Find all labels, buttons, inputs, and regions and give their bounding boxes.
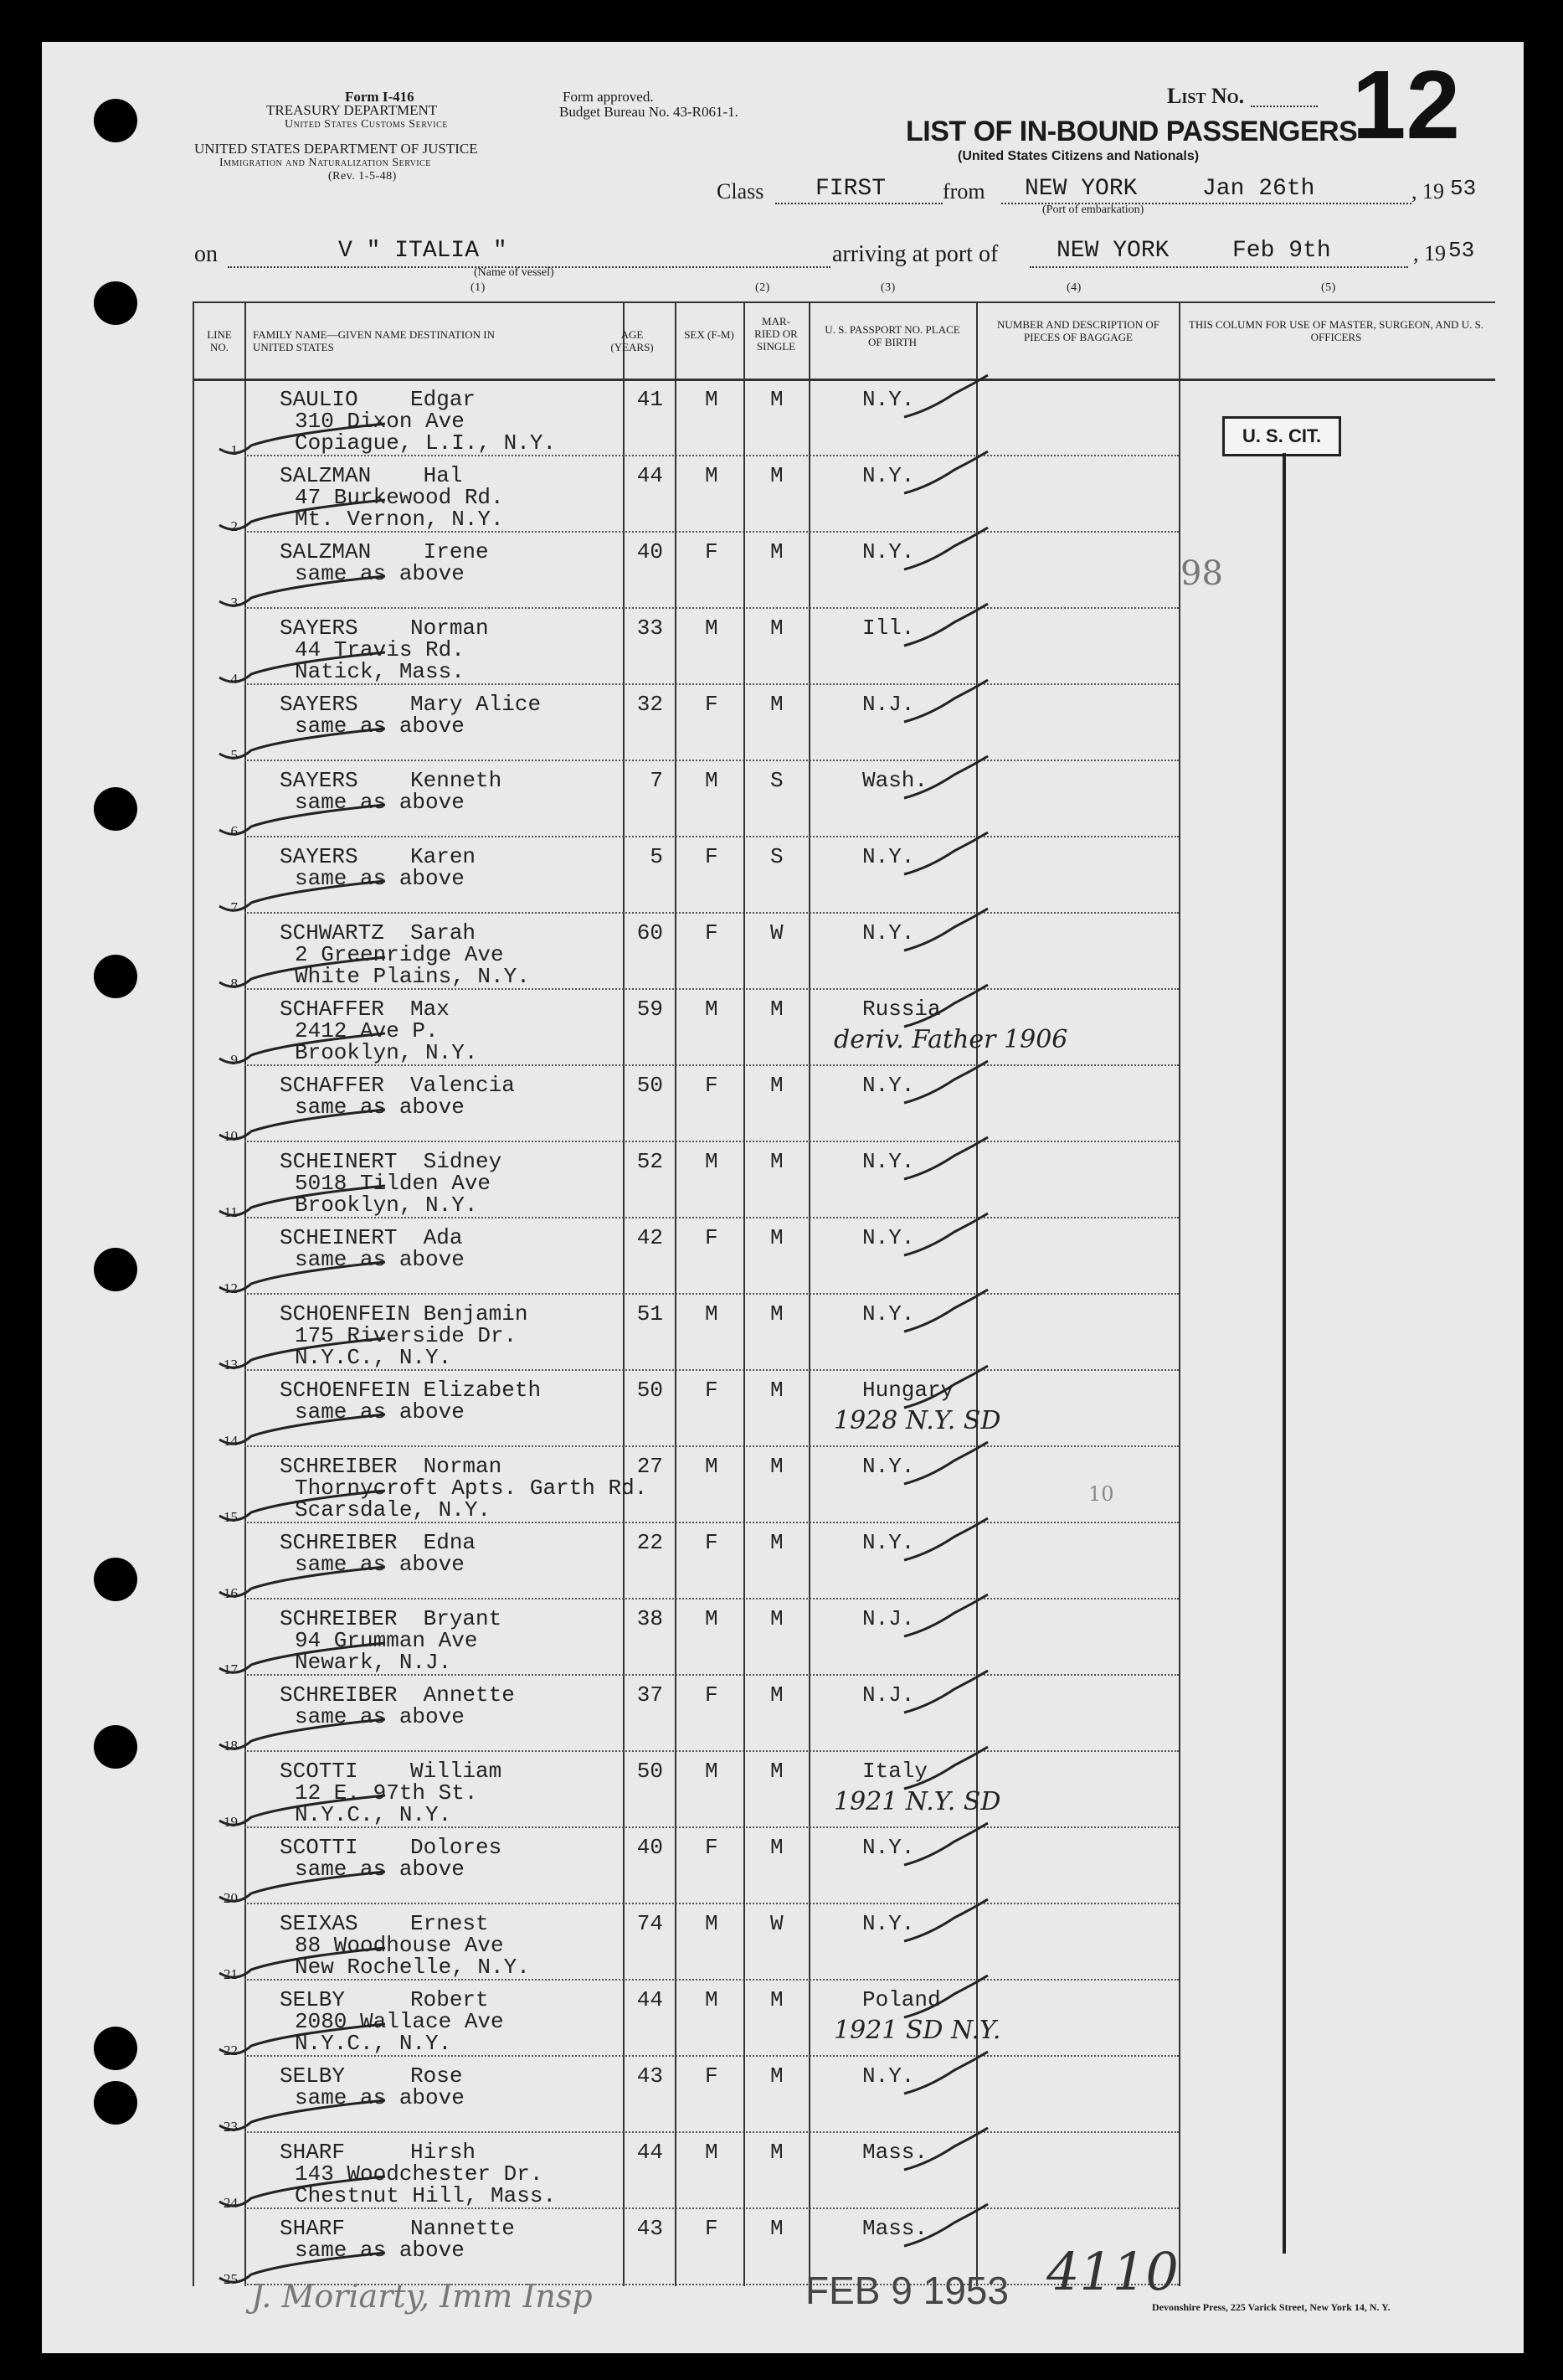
- passenger-sex: F: [705, 2063, 718, 2089]
- marital-status: M: [770, 997, 784, 1022]
- marital-status: S: [770, 768, 784, 793]
- passenger-name: SCHAFFER Valencia: [280, 1073, 515, 1098]
- line-number: 9: [230, 1052, 238, 1068]
- header-sex: SEX (F-M): [684, 328, 734, 341]
- line-number: 2: [230, 518, 238, 534]
- naturalization-note: 1921 N.Y. SD: [834, 1787, 1001, 1816]
- list-no-rule: [1251, 106, 1318, 107]
- passenger-age: 59: [636, 997, 663, 1022]
- passenger-name: SCHEINERT Ada: [280, 1225, 463, 1250]
- passenger-address: 175 Riverside Dr.: [295, 1323, 517, 1348]
- marital-status: M: [770, 463, 784, 488]
- arrival-date: Feb 9th: [1232, 238, 1331, 264]
- place-of-birth: N.J.: [862, 692, 915, 717]
- passenger-address: 310 Dixon Ave: [295, 409, 465, 434]
- passenger-address: same as above: [295, 1247, 465, 1272]
- passenger-age: 52: [636, 1149, 663, 1174]
- passenger-address: same as above: [295, 2085, 465, 2110]
- passenger-name: SAYERS Norman: [280, 616, 489, 641]
- passenger-age: 43: [636, 2063, 663, 2089]
- passenger-name: SAULIO Edgar: [280, 387, 476, 412]
- passenger-age: 44: [636, 463, 663, 488]
- punch-hole: [94, 1248, 137, 1291]
- marital-status: M: [770, 539, 784, 564]
- col-num-3: (3): [881, 281, 896, 294]
- place-of-birth: N.Y.: [862, 1225, 915, 1250]
- place-of-birth: Wash.: [862, 768, 928, 793]
- line-number: 4: [230, 671, 238, 687]
- row-divider: [244, 1979, 1179, 1981]
- marital-status: M: [770, 1835, 784, 1860]
- naturalization-note: 1921 SD N.Y.: [834, 2016, 1001, 2045]
- line-number: 24: [224, 2195, 238, 2211]
- place-of-birth: N.Y.: [862, 1911, 915, 1936]
- passenger-age: 74: [636, 1911, 663, 1936]
- header-name: FAMILY NAME—GIVEN NAME DESTINATION IN UNITED STATES: [253, 328, 496, 353]
- form-approved: Form approved.: [563, 89, 654, 105]
- passenger-age: 44: [636, 1987, 663, 2012]
- row-divider: [244, 531, 1179, 533]
- passenger-name: SCHOENFEIN Elizabeth: [280, 1378, 542, 1403]
- budget-bureau: Budget Bureau No. 43-R061-1.: [559, 104, 738, 120]
- col-num-5: (5): [1321, 281, 1336, 294]
- row-divider: [244, 836, 1179, 837]
- line-number: 21: [224, 1966, 238, 1982]
- place-of-birth: N.Y.: [862, 1835, 915, 1860]
- passenger-age: 37: [636, 1682, 663, 1708]
- list-title: LIST OF IN-BOUND PASSENGERS: [906, 116, 1358, 147]
- customs-service: United States Customs Service: [285, 118, 448, 131]
- class-label: Class: [717, 179, 764, 203]
- year2-prefix: , 19: [1413, 241, 1446, 265]
- passenger-sex: F: [705, 1835, 718, 1860]
- passenger-age: 43: [636, 2216, 663, 2241]
- from-label: from: [943, 179, 985, 203]
- passenger-age: 5: [650, 844, 663, 869]
- passenger-sex: F: [705, 844, 718, 869]
- header-passport: U. S. PASSPORT NO. PLACE OF BIRTH: [825, 323, 960, 348]
- line-number: 13: [224, 1357, 238, 1373]
- punch-hole: [94, 1725, 137, 1769]
- passenger-name: SALZMAN Irene: [280, 539, 489, 564]
- passenger-age: 27: [636, 1454, 663, 1479]
- inspector-signature: J. Moriarty, Imm Insp: [251, 2278, 593, 2315]
- passenger-sex: F: [705, 1682, 718, 1708]
- passenger-age: 50: [636, 1759, 663, 1784]
- punch-hole: [94, 281, 137, 325]
- passenger-age: 41: [636, 387, 663, 412]
- marital-status: M: [770, 387, 784, 412]
- passenger-sex: F: [705, 920, 718, 945]
- row-divider: [244, 455, 1179, 456]
- passenger-address: same as above: [295, 1399, 465, 1424]
- row-divider: [244, 2207, 1179, 2209]
- line-number: 7: [230, 899, 238, 915]
- passenger-sex: F: [705, 1073, 718, 1098]
- row-divider: [244, 1445, 1179, 1447]
- passenger-sex: M: [705, 616, 718, 641]
- col-divider: [193, 301, 194, 2286]
- passenger-name: SEIXAS Ernest: [280, 1911, 489, 1936]
- passenger-address-2: White Plains, N.Y.: [295, 964, 530, 989]
- row-divider: [244, 1369, 1179, 1371]
- ins-service: Immigration and Naturalization Service: [219, 157, 431, 169]
- passenger-address-2: Brooklyn, N.Y.: [295, 1193, 478, 1218]
- header-line-no: LINE NO.: [207, 328, 232, 353]
- marital-status: M: [770, 1987, 784, 2012]
- list-number: 12: [1352, 50, 1461, 159]
- passenger-age: 51: [636, 1301, 663, 1327]
- passenger-address: 47 Burkewood Rd.: [295, 485, 504, 510]
- marital-status: M: [770, 1225, 784, 1250]
- passenger-age: 42: [636, 1225, 663, 1250]
- us-citizen-stamp: U. S. CIT.: [1222, 416, 1341, 456]
- row-divider: [244, 1293, 1179, 1295]
- passenger-address: same as above: [295, 790, 465, 815]
- marital-status: M: [770, 2140, 784, 2165]
- punch-hole: [94, 2081, 137, 2125]
- place-of-birth: N.Y.: [862, 1301, 915, 1327]
- passenger-address: same as above: [295, 1095, 465, 1120]
- passenger-sex: M: [705, 997, 718, 1022]
- header-baggage: NUMBER AND DESCRIPTION OF PIECES OF BAGGAGE: [997, 318, 1159, 343]
- place-of-birth: N.J.: [862, 1606, 915, 1631]
- baggage-note-10: 10: [1088, 1482, 1114, 1506]
- passenger-age: 50: [636, 1378, 663, 1403]
- row-divider: [244, 1826, 1179, 1828]
- line-number: 20: [224, 1890, 238, 1906]
- punch-hole: [94, 787, 137, 831]
- row-divider: [244, 2055, 1179, 2057]
- line-number: 8: [230, 976, 238, 992]
- marital-status: M: [770, 1149, 784, 1174]
- passenger-age: 60: [636, 920, 663, 945]
- passenger-sex: M: [705, 463, 718, 488]
- passenger-sex: M: [705, 387, 718, 412]
- place-of-birth: N.Y.: [862, 463, 915, 488]
- passenger-name: SALZMAN Hal: [280, 463, 463, 488]
- passenger-name: SCHREIBER Bryant: [280, 1606, 502, 1631]
- passenger-sex: M: [705, 768, 718, 793]
- marital-status: M: [770, 1073, 784, 1098]
- place-of-birth: N.Y.: [862, 1454, 915, 1479]
- passenger-address-2: N.Y.C., N.Y.: [295, 1802, 452, 1827]
- punch-hole: [94, 1558, 137, 1601]
- passenger-address: same as above: [295, 1704, 465, 1729]
- passenger-name: SAYERS Karen: [280, 844, 476, 869]
- place-of-birth: Hungary: [862, 1378, 954, 1403]
- place-of-birth: N.J.: [862, 1682, 915, 1708]
- passenger-address: same as above: [295, 2238, 465, 2263]
- line-number: 17: [224, 1661, 238, 1677]
- passenger-sex: M: [705, 1606, 718, 1631]
- place-of-birth: Italy: [862, 1759, 928, 1784]
- table-header-rule: [193, 379, 1495, 381]
- place-of-birth: N.Y.: [862, 539, 915, 564]
- col-num-1: (1): [470, 281, 486, 294]
- on-label: on: [194, 241, 218, 267]
- row-divider: [244, 1674, 1179, 1676]
- line-number: 10: [224, 1128, 238, 1144]
- passenger-address: 143 Woodchester Dr.: [295, 2161, 543, 2187]
- passenger-name: SCHREIBER Annette: [280, 1682, 515, 1708]
- passenger-sex: M: [705, 1987, 718, 2012]
- baggage-note-98: 98: [1180, 554, 1223, 593]
- marital-status: M: [770, 2063, 784, 2089]
- marital-status: M: [770, 2216, 784, 2241]
- row-divider: [244, 2131, 1179, 2133]
- header-married: MAR- RIED OR SINGLE: [754, 315, 798, 353]
- punch-hole: [94, 2027, 137, 2070]
- col-num-2: (2): [755, 281, 770, 294]
- passenger-age: 32: [636, 692, 663, 717]
- vessel-name: V " ITALIA ": [338, 238, 507, 264]
- from-date: Jan 26th: [1202, 176, 1315, 202]
- marital-status: M: [770, 616, 784, 641]
- line-number: 23: [224, 2119, 238, 2135]
- passenger-name: SHARF Hirsh: [280, 2140, 476, 2165]
- form-number: Form I-416: [345, 89, 414, 105]
- justice-dept: UNITED STATES DEPARTMENT OF JUSTICE: [194, 141, 478, 157]
- passenger-age: 7: [650, 768, 663, 793]
- place-of-birth: Mass.: [862, 2140, 928, 2165]
- passenger-address: same as above: [295, 561, 465, 586]
- line-number: 18: [224, 1738, 238, 1754]
- passenger-address-2: Scarsdale, N.Y.: [295, 1497, 491, 1522]
- printer-credit: Devonshire Press, 225 Varick Street, New York 14, N. Y.: [1152, 2301, 1391, 2313]
- place-of-birth: N.Y.: [862, 1073, 915, 1098]
- handwritten-code: 4110: [1046, 2241, 1179, 2302]
- header-officers: THIS COLUMN FOR USE OF MASTER, SURGEON, AND U. S. OFFICERS: [1188, 318, 1484, 343]
- port-embark-label: (Port of embarkation): [1042, 203, 1144, 216]
- passenger-address-2: New Rochelle, N.Y.: [295, 1955, 530, 1980]
- passenger-age: 22: [636, 1530, 663, 1555]
- passenger-name: SAYERS Mary Alice: [280, 692, 542, 717]
- passenger-sex: M: [705, 1911, 718, 1936]
- class-rule: [775, 203, 943, 204]
- line-number: 1: [230, 442, 238, 458]
- passenger-name: SCOTTI William: [280, 1759, 502, 1784]
- passenger-name: SCHREIBER Edna: [280, 1530, 476, 1555]
- passenger-age: 50: [636, 1073, 663, 1098]
- passenger-address-2: Natick, Mass.: [295, 659, 465, 684]
- passenger-name: SELBY Robert: [280, 1987, 489, 2012]
- line-number: 12: [224, 1280, 238, 1296]
- row-divider: [244, 607, 1179, 609]
- col-divider: [1179, 301, 1180, 2286]
- passenger-name: SCHAFFER Max: [280, 997, 450, 1022]
- line-number: 3: [230, 595, 238, 610]
- passenger-name: SCHWARTZ Sarah: [280, 920, 476, 945]
- marital-status: M: [770, 1759, 784, 1784]
- row-divider: [244, 683, 1179, 685]
- revision: (Rev. 1-5-48): [328, 170, 397, 183]
- passenger-address: 94 Grumman Ave: [295, 1628, 478, 1653]
- passenger-age: 44: [636, 2140, 663, 2165]
- punch-hole: [94, 99, 137, 142]
- passenger-sex: F: [705, 692, 718, 717]
- passenger-sex: M: [705, 1149, 718, 1174]
- passenger-sex: M: [705, 1301, 718, 1327]
- line-number: 5: [230, 747, 238, 763]
- passenger-age: 33: [636, 616, 663, 641]
- passenger-name: SCHOENFEIN Benjamin: [280, 1301, 528, 1327]
- vessel-label: (Name of vessel): [474, 266, 554, 279]
- list-no-label: List No.: [1167, 84, 1245, 108]
- row-divider: [244, 760, 1179, 761]
- marital-status: M: [770, 692, 784, 717]
- passenger-address: 44 Travis Rd.: [295, 637, 465, 662]
- passenger-sex: M: [705, 1454, 718, 1479]
- line-number: 25: [224, 2271, 238, 2287]
- line-number: 15: [224, 1509, 238, 1525]
- year1-value: 53: [1450, 176, 1477, 201]
- place-of-birth: Poland: [862, 1987, 941, 2012]
- passenger-name: SCOTTI Dolores: [280, 1835, 502, 1860]
- passenger-age: 38: [636, 1606, 663, 1631]
- marital-status: W: [770, 920, 784, 945]
- class-value: FIRST: [815, 176, 887, 202]
- row-divider: [244, 1141, 1179, 1142]
- passenger-address-2: Brooklyn, N.Y.: [295, 1040, 478, 1065]
- place-of-birth: N.Y.: [862, 2063, 915, 2089]
- header-age: AGE (YEARS): [610, 328, 654, 353]
- row-divider: [244, 1598, 1179, 1600]
- passenger-address: same as above: [295, 713, 465, 739]
- passenger-address-2: N.Y.C., N.Y.: [295, 1345, 452, 1370]
- passenger-sex: M: [705, 1759, 718, 1784]
- passenger-address: same as above: [295, 1857, 465, 1882]
- line-number: 19: [224, 1814, 238, 1830]
- passenger-address: Thornycroft Apts. Garth Rd.: [295, 1476, 648, 1501]
- row-divider: [244, 1903, 1179, 1904]
- year2-value: 53: [1448, 238, 1475, 263]
- row-divider: [244, 1064, 1179, 1066]
- marital-status: M: [770, 1530, 784, 1555]
- treasury-dept: TREASURY DEPARTMENT: [266, 102, 438, 118]
- col-num-4: (4): [1067, 281, 1082, 294]
- passenger-address-2: Copiague, L.I., N.Y.: [295, 430, 557, 456]
- passenger-address: 88 Woodhouse Ave: [295, 1933, 504, 1958]
- passenger-name: SELBY Rose: [280, 2063, 463, 2089]
- passenger-sex: F: [705, 2216, 718, 2241]
- passenger-name: SCHREIBER Norman: [280, 1454, 502, 1479]
- line-number: 14: [224, 1433, 238, 1449]
- naturalization-note: deriv. Father 1906: [834, 1025, 1068, 1054]
- arrival-rule: [1030, 266, 1408, 268]
- arrival-date-stamp: FEB 9 1953: [805, 2269, 1009, 2312]
- table-top-rule: [193, 301, 1495, 303]
- passenger-address: 12 E. 97th St.: [295, 1780, 478, 1806]
- passenger-address: 2080 Wallace Ave: [295, 2009, 504, 2034]
- passenger-address-2: Chestnut Hill, Mass.: [295, 2183, 557, 2208]
- row-divider: [244, 1750, 1179, 1752]
- passenger-sex: M: [705, 2140, 718, 2165]
- row-divider: [244, 1217, 1179, 1218]
- stamp-line: [1283, 453, 1286, 2254]
- passenger-address: 2412 Ave P.: [295, 1018, 439, 1043]
- naturalization-note: 1928 N.Y. SD: [834, 1406, 1001, 1435]
- place-of-birth: Mass.: [862, 2216, 928, 2241]
- arriving-label: arriving at port of: [832, 241, 999, 267]
- line-number: 22: [224, 2043, 238, 2058]
- passenger-name: SAYERS Kenneth: [280, 768, 502, 793]
- line-number: 11: [224, 1204, 238, 1220]
- passenger-address: 5018 Tilden Ave: [295, 1171, 491, 1196]
- marital-status: M: [770, 1301, 784, 1327]
- from-value: NEW YORK: [1025, 176, 1138, 202]
- place-of-birth: Ill.: [862, 616, 915, 641]
- place-of-birth: N.Y.: [862, 1149, 915, 1174]
- passenger-address-2: N.Y.C., N.Y.: [295, 2031, 452, 2056]
- passenger-address: same as above: [295, 866, 465, 891]
- marital-status: W: [770, 1911, 784, 1936]
- passenger-sex: F: [705, 1225, 718, 1250]
- marital-status: M: [770, 1378, 784, 1403]
- passenger-address: 2 Greenridge Ave: [295, 942, 504, 967]
- punch-hole: [94, 955, 137, 998]
- place-of-birth: N.Y.: [862, 920, 915, 945]
- row-divider: [244, 912, 1179, 914]
- row-divider: [244, 988, 1179, 990]
- line-number: 16: [224, 1585, 238, 1601]
- place-of-birth: N.Y.: [862, 387, 915, 412]
- list-subtitle: (United States Citizens and Nationals): [958, 149, 1200, 163]
- marital-status: M: [770, 1606, 784, 1631]
- passenger-address-2: Mt. Vernon, N.Y.: [295, 507, 504, 532]
- row-divider: [244, 1522, 1179, 1523]
- passenger-name: SHARF Nannette: [280, 2216, 515, 2241]
- passenger-age: 40: [636, 539, 663, 564]
- line-number: 6: [230, 823, 238, 839]
- place-of-birth: N.Y.: [862, 1530, 915, 1555]
- passenger-sex: F: [705, 1378, 718, 1403]
- passenger-sex: F: [705, 539, 718, 564]
- passenger-sex: F: [705, 1530, 718, 1555]
- marital-status: S: [770, 844, 784, 869]
- place-of-birth: Russia: [862, 997, 941, 1022]
- passenger-name: SCHEINERT Sidney: [280, 1149, 502, 1174]
- marital-status: M: [770, 1454, 784, 1479]
- passenger-address: same as above: [295, 1552, 465, 1577]
- year1-prefix: , 19: [1411, 179, 1444, 203]
- passenger-age: 40: [636, 1835, 663, 1860]
- place-of-birth: N.Y.: [862, 844, 915, 869]
- arrival-port: NEW YORK: [1057, 238, 1170, 264]
- marital-status: M: [770, 1682, 784, 1708]
- passenger-address-2: Newark, N.J.: [295, 1650, 452, 1675]
